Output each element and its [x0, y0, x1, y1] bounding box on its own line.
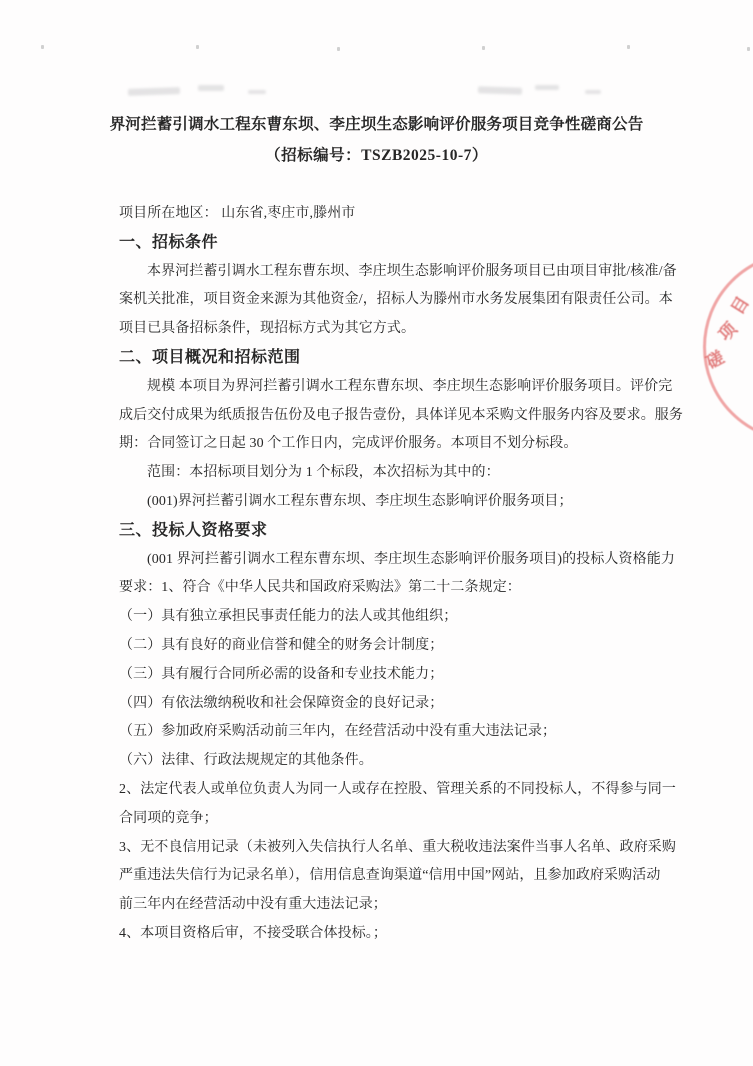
doc-body — [119, 200, 683, 949]
stamp-character: 磋 — [703, 347, 728, 373]
doc-line: 前三年内在经营活动中没有重大违法记录； — [119, 897, 387, 913]
scan-dot — [627, 45, 630, 49]
doc-line: 案机关批准，项目资金来源为其他资金/，招标人为滕州市水务发展集团有限责任公司。本 — [119, 292, 673, 308]
section-heading: 二、项目概况和招标范围 — [119, 348, 301, 366]
scan-dot — [337, 47, 340, 51]
tender-number: （招标编号：TSZB2025-10-7） — [265, 147, 488, 164]
document-title-block — [0, 112, 753, 168]
stamp-character: 项 — [715, 319, 741, 345]
doc-line: （四）有依法缴纳税收和社会保障资金的良好记录； — [119, 695, 444, 711]
scan-dot — [747, 47, 750, 51]
stamp-character: 目 — [727, 293, 753, 318]
document-title: 界河拦蓄引调水工程东曹东坝、李庄坝生态影响评价服务项目竞争性磋商公告 — [109, 116, 644, 133]
approval-stamp — [703, 252, 753, 442]
doc-line: 成后交付成果为纸质报告伍份及电子报告壹份，具体详见本采购文件服务内容及要求。服务 — [119, 407, 683, 423]
section-heading: 三、投标人资格要求 — [119, 521, 268, 539]
doc-line: 严重违法失信行为记录名单），信用信息查询渠道“信用中国”网站，且参加政府采购活动 — [119, 868, 661, 884]
scan-smudge — [585, 90, 601, 94]
doc-line: 2、法定代表人或单位负责人为同一人或存在控股、管理关系的不同投标人，不得参与同一 — [119, 781, 676, 797]
doc-line: （一）具有独立承担民事责任能力的法人或其他组织； — [119, 609, 458, 625]
doc-line: (001 界河拦蓄引调水工程东曹东坝、李庄坝生态影响评价服务项目)的投标人资格能力 — [147, 551, 675, 567]
doc-line: 项目所在地区： 山东省,枣庄市,滕州市 — [119, 206, 356, 221]
scan-dot — [41, 45, 44, 49]
doc-line: 4、本项目资格后审，不接受联合体投标。； — [119, 925, 387, 941]
doc-line: （六）法律、行政法规规定的其他条件。 — [119, 753, 373, 769]
doc-line: 范围：本招标项目划分为 1 个标段，本次招标为其中的： — [147, 465, 500, 481]
doc-line: （五）参加政府采购活动前三年内，在经营活动中没有重大违法记录； — [119, 724, 557, 740]
scan-smudge — [248, 90, 266, 94]
scan-dot — [482, 46, 485, 50]
doc-line: 规模 本项目为界河拦蓄引调水工程东曹东坝、李庄坝生态影响评价服务项目。评价完 — [147, 378, 673, 394]
doc-line: 项目已具备招标条件，现招标方式为其它方式。 — [119, 321, 416, 337]
doc-line: 要求：1、符合《中华人民共和国政府采购法》第二十二条规定： — [119, 580, 521, 596]
scan-smudge — [198, 85, 224, 91]
doc-line: （三）具有履行合同所必需的设备和专业技术能力； — [119, 666, 444, 682]
doc-line: 本界河拦蓄引调水工程东曹东坝、李庄坝生态影响评价服务项目已由项目审批/核准/备 — [147, 263, 677, 279]
doc-line: (001)界河拦蓄引调水工程东曹东坝、李庄坝生态影响评价服务项目； — [147, 493, 573, 509]
scan-dot — [196, 45, 199, 49]
section-heading: 一、招标条件 — [119, 233, 219, 251]
scan-smudge — [128, 87, 180, 96]
doc-line: 合同项的竞争； — [119, 810, 218, 826]
doc-line: 期：合同签订之日起 30 个工作日内，完成评价服务。本项目不划分标段。 — [119, 436, 578, 452]
scan-smudge — [535, 85, 559, 90]
doc-line: 3、无不良信用记录（未被列入失信执行人名单、重大税收违法案件当事人名单、政府采购 — [119, 839, 676, 855]
doc-line: （二）具有良好的商业信誉和健全的财务会计制度； — [119, 637, 444, 653]
scan-smudge — [478, 86, 522, 95]
